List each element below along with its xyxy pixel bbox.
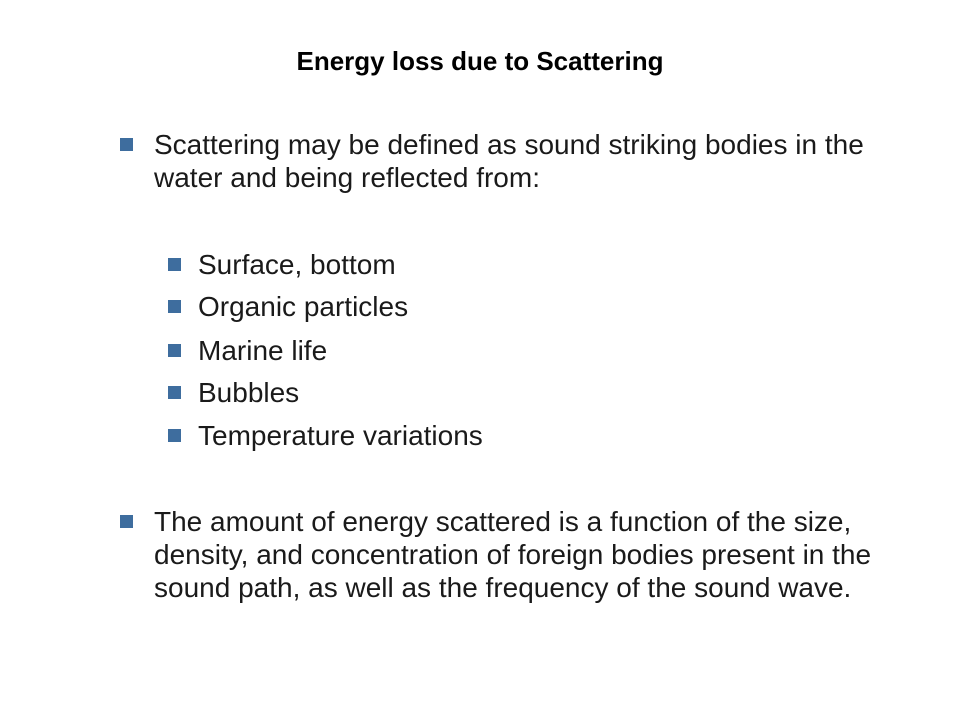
subitem-marine-life [168, 334, 868, 367]
subitem-text: Temperature variations [198, 420, 483, 451]
subitem-text: Surface, bottom [198, 249, 396, 280]
bullet-text: Scattering may be defined as sound striking bodies in the water and being reflected from: [154, 129, 864, 193]
subitem-surface-bottom [168, 248, 868, 281]
square-bullet-icon [168, 429, 181, 442]
square-bullet-icon [168, 258, 181, 271]
subitem-bubbles [168, 376, 868, 409]
square-bullet-icon [120, 515, 133, 528]
square-bullet-icon [120, 138, 133, 151]
slide-title: Energy loss due to Scattering [296, 46, 664, 76]
subitem-organic-particles [168, 290, 868, 323]
subitem-text: Bubbles [198, 377, 300, 408]
subitem-text: Marine life [198, 335, 328, 366]
bullet-energy-scattered [120, 505, 900, 604]
subitem-text: Organic particles [198, 291, 409, 322]
bullet-text: The amount of energy scattered is a function of the size, density, and concentration of foreign bodies present in the sound path, as well as the frequency of the sound wave. [154, 506, 872, 603]
subitem-temperature-variations [168, 419, 868, 452]
square-bullet-icon [168, 386, 181, 399]
square-bullet-icon [168, 344, 181, 357]
square-bullet-icon [168, 300, 181, 313]
bullet-scattering-definition [120, 128, 900, 194]
